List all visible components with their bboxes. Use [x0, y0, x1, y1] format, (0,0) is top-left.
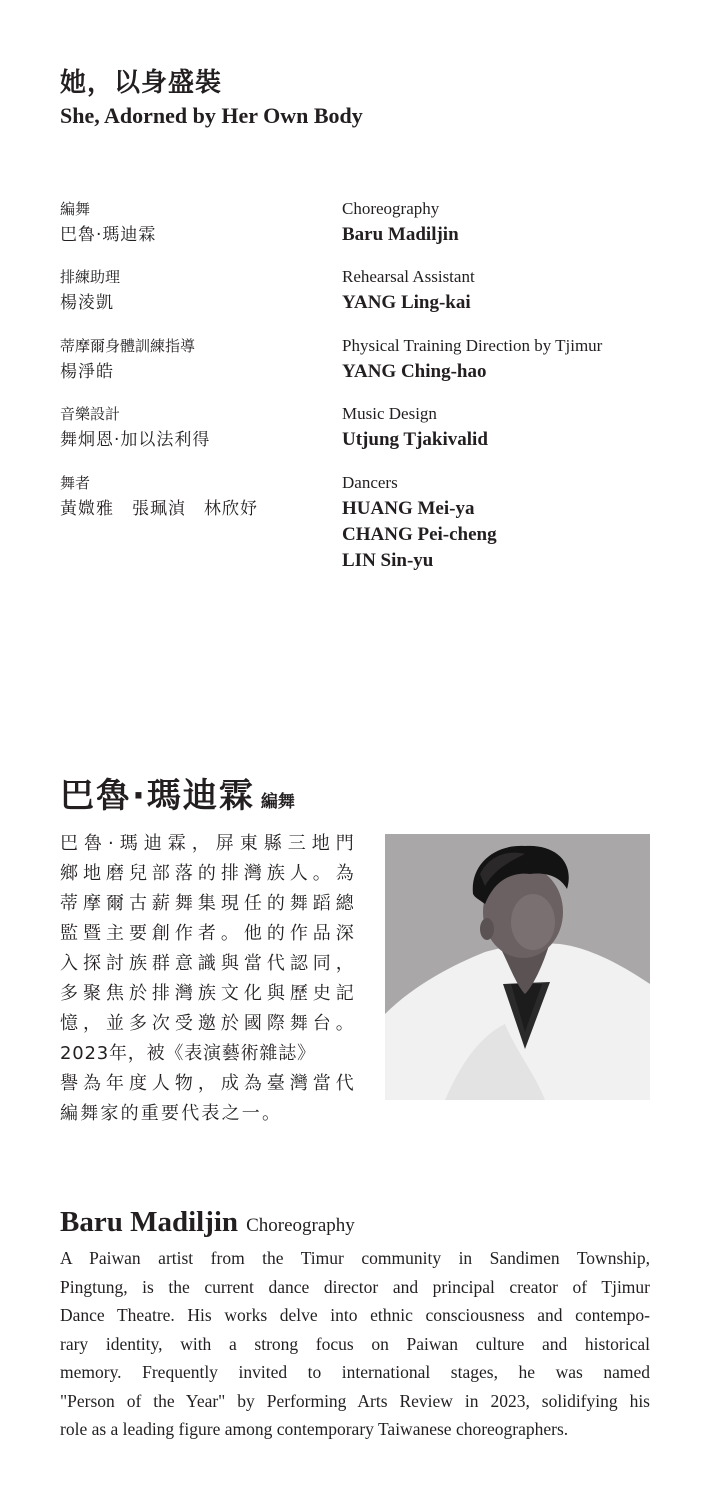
bio-en-line: memory. Frequently invited to international stages, he was named: [60, 1362, 650, 1382]
bio-en-line: role as a leading figure among contemporary Taiwanese choreographers.: [60, 1419, 569, 1439]
bio-zh-name: 巴魯·瑪迪霖: [60, 776, 255, 816]
bio-en-line: Pingtung, is the current dance director and principal creator of Tjimur: [60, 1276, 650, 1297]
bio-zh-line: 多聚焦於排灣族文化與歷史記: [60, 983, 356, 1004]
credit-name-en: Baru Madiljin: [342, 224, 459, 245]
bio-zh-line: 譽為年度人物，成為臺灣當代: [60, 1073, 356, 1094]
credit-name-en: HUANG Mei-ya: [342, 498, 475, 519]
credit-name-en: YANG Ling-kai: [342, 292, 471, 313]
portrait-photo-icon: [385, 834, 650, 1100]
credit-name-zh: 黃媺雅 張珮湞 林欣妤: [60, 499, 258, 519]
credit-role-en: Music Design: [342, 404, 437, 423]
credit-role-zh: 排練助理: [60, 268, 121, 286]
bio-zh-line: 入探討族群意識與當代認同，: [60, 953, 356, 974]
bio-zh-line: 蒂摩爾古薪舞集現任的舞蹈總: [60, 893, 356, 914]
bio-en-line: Dance Theatre. His works delve into ethnic consciousness and contempo-: [60, 1305, 650, 1325]
credit-role-en: Rehearsal Assistant: [342, 267, 475, 286]
title-en: She, Adorned by Her Own Body: [60, 103, 363, 128]
bio-zh-line: 監暨主要創作者。他的作品深: [60, 923, 356, 944]
credit-name-en: Utjung Tjakivalid: [342, 429, 488, 450]
bio-en-role: Choreography: [246, 1215, 355, 1236]
credit-name-en: CHANG Pei-cheng: [342, 524, 497, 545]
credit-name-en: YANG Ching-hao: [342, 361, 487, 382]
bio-zh-line: 鄉地磨兒部落的排灣族人。為: [60, 863, 356, 884]
bio-zh-line: 2023年，被《表演藝術雜誌》: [60, 1043, 316, 1064]
bio-en-paragraph: [60, 1244, 650, 1444]
credit-role-zh: 蒂摩爾身體訓練指導: [60, 337, 196, 355]
bio-zh-line: 憶，並多次受邀於國際舞台。: [60, 1013, 356, 1034]
bio-zh-heading: [60, 772, 295, 820]
bio-zh-role: 編舞: [260, 792, 295, 812]
credit-name-en: LIN Sin-yu: [342, 550, 434, 571]
bio-en-line: A Paiwan artist from the Timur community in Sandimen Township,: [60, 1248, 650, 1268]
credit-role-en: Physical Training Direction by Tjimur: [342, 336, 603, 355]
bio-zh-line: 編舞家的重要代表之一。: [60, 1103, 283, 1124]
credit-name-zh: 楊淨皓: [60, 362, 114, 382]
bio-zh-line: 巴魯·瑪迪霖，屏東縣三地門: [60, 833, 356, 854]
credit-role-zh: 音樂設計: [60, 405, 121, 423]
bio-en-line: "Person of the Year" by Performing Arts Review in 2023, solidifying his: [60, 1390, 650, 1411]
bio-en-heading: [60, 1203, 355, 1241]
portrait-photo: [385, 834, 650, 1100]
bio-en-line: rary identity, with a strong focus on Paiwan culture and historical: [60, 1333, 650, 1354]
credit-name-zh: 楊淩凱: [60, 293, 114, 313]
title-zh: 她，以身盛裝: [60, 68, 223, 98]
credit-name-zh: 巴魯·瑪迪霖: [60, 225, 157, 245]
credit-role-zh: 編舞: [60, 200, 91, 218]
credit-role-zh: 舞者: [60, 474, 91, 492]
credit-role-en: Dancers: [342, 473, 398, 492]
bio-zh-paragraph: [60, 829, 356, 1129]
credit-name-zh: 舞炯恩·加以法利得: [60, 430, 211, 450]
credit-role-en: Choreography: [342, 199, 440, 218]
bio-en-name: Baru Madiljin: [60, 1206, 239, 1238]
